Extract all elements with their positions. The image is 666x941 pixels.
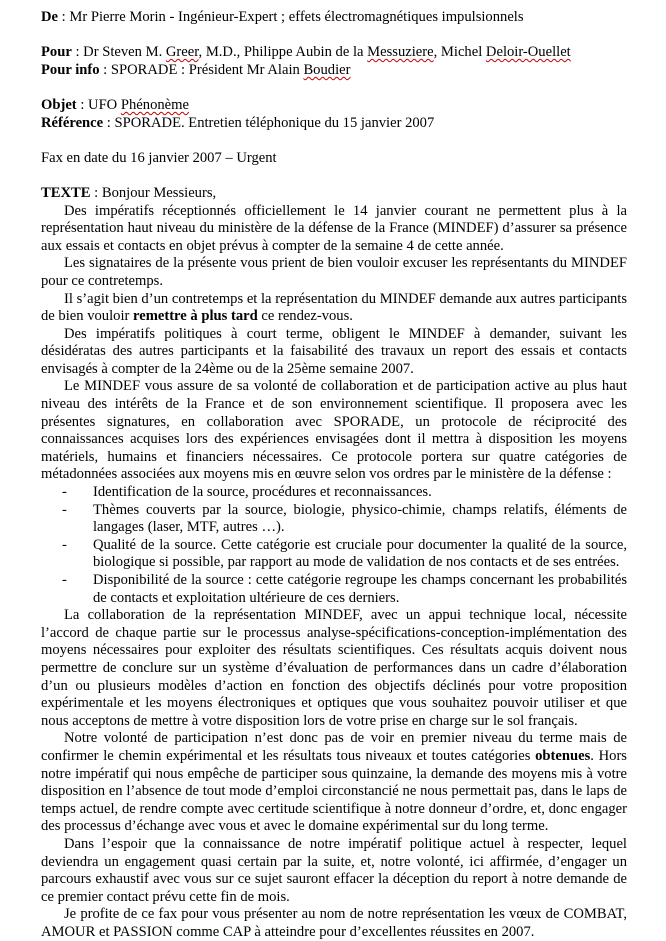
texte-label: TEXTE bbox=[41, 184, 91, 201]
paragraph-1: Des impératifs réceptionnés officiellement le 14 janvier courant ne permettent plus à la représentation haut niveau du ministère de la défense de la France (MINDEF) d’assurer sa présence aux essais et contacts en objet prévus à compter de la semaine 4 de cette année. bbox=[41, 202, 627, 254]
list-item-text: Identification de la source, procédures et reconnaissances. bbox=[93, 484, 432, 501]
list-item bbox=[41, 502, 627, 537]
list-dash: - bbox=[62, 501, 67, 518]
paragraph-3-text: ce rendez-vous. bbox=[257, 308, 353, 325]
paragraph-7-text: . Hors notre impératif qui nous empêche de participer sous quinzaine, la demande des moyens mis à votre disposition en l’absence de tout mode d’emploi circonstancié ne nous permettait pas, dans le laps de temps actuel, de rendre compte avec certitude scientifique à notre donneur d’ordre, et, donc engager des processus d’échange avec vous et avec le domaine expérimental sur du long terme. bbox=[41, 747, 627, 835]
cc-value-misspelled: Boudier bbox=[303, 61, 351, 78]
from-line: De : Mr Pierre Morin - Ingénieur-Expert ; effets électromagnétiques impulsionnels bbox=[41, 9, 524, 25]
paragraph-9: Je profite de ce fax pour vous présenter au nom de notre représentation les vœux de COMBAT, AMOUR et PASSION comme CAP à atteindre pour d’excellentes réussites en 2007. bbox=[41, 906, 627, 940]
to-value-part: Dr Steven M. bbox=[83, 44, 166, 61]
list-dash: - bbox=[62, 536, 67, 553]
spacer bbox=[41, 132, 627, 150]
cc-value-part: SPORADE : Président Mr Alain bbox=[110, 61, 304, 78]
subject-line: Objet : UFO Phénonème bbox=[41, 96, 189, 113]
cc-line: Pour info : SPORADE : Président Mr Alain Boudier bbox=[41, 61, 351, 78]
greeting: Bonjour Messieurs, bbox=[101, 184, 217, 201]
greeting-line: TEXTE : Bonjour Messieurs, bbox=[41, 184, 217, 201]
paragraph-7 bbox=[41, 730, 627, 836]
cc-label: Pour info bbox=[41, 61, 100, 78]
list-item-text: Disponibilité de la source : cette catégorie regroupe les champs concernant les probabilités de contacts et exploitation ultérieure de ces derniers. bbox=[93, 572, 627, 606]
paragraph-8: Dans l’espoir que la connaissance de notre impératif politique actuel à respecter, lequel deviendra un engagement quasi certain par la suite, et, notre volonté, ici affirmée, d’engager un parcours exhaustif avec vous sur ce sujet sauront effacer la déception du report à notre demande de ce premier contact prévu cette fin de mois. bbox=[41, 835, 627, 905]
list-item-text: Qualité de la source. Cette catégorie est cruciale pour documenter la qualité de la source, biologique si possible, par rapport au mode de validation de nos contacts et de ses entrées. bbox=[93, 536, 627, 571]
from-value: Mr Pierre Morin - Ingénieur-Expert ; effets électromagnétiques impulsionnels bbox=[69, 9, 524, 25]
spacer bbox=[41, 167, 627, 185]
list-item bbox=[41, 537, 627, 572]
to-label: Pour bbox=[41, 44, 72, 61]
list-dash: - bbox=[62, 572, 67, 588]
paragraph-6: La collaboration de la représentation MINDEF, avec un appui technique local, nécessite l’accord de chaque partie sur le processus analyse-spécifications-conception-implémentation des moyens nécessaires pour exploiter des résultats scientifiques. Ces résultats acquis doivent nous permettre de conclure sur un système d’évaluation de performances dans un cadre d’élaboration d’un ou plusieurs modèles d’action en fonction des objectifs déclinés pour votre proposition expérimentale et les moyens électroniques et optiques que vous souhaitez pouvoir utiliser et que nous acceptons de mettre à votre disposition lors de votre prise en charge sur le sol français. bbox=[41, 607, 627, 729]
paragraph-3 bbox=[41, 291, 627, 326]
spacer bbox=[41, 79, 627, 97]
list-item bbox=[41, 572, 627, 607]
paragraph-4: Des impératifs politiques à court terme, obligent le MINDEF à demander, suivant les désidératas des autres participants et la faisabilité des travaux un report des essais et contacts envisagés à compter de la 24ème ou de la 25ème semaine 2007. bbox=[41, 325, 627, 377]
paragraph-3-bold: remettre à plus tard bbox=[133, 308, 258, 325]
to-line: Pour : Dr Steven M. Greer, M.D., Philippe Aubin de la Messuziere, Michel Deloir-Ouellet bbox=[41, 44, 571, 61]
list-dash: - bbox=[62, 484, 67, 501]
to-value-part: , Michel bbox=[433, 44, 486, 61]
to-value-misspelled: Deloir-Ouellet bbox=[485, 44, 571, 61]
list-item bbox=[41, 484, 627, 502]
spacer bbox=[41, 27, 627, 45]
paragraph-5: Le MINDEF vous assure de sa volonté de collaboration et de participation active au plus haut niveau des intérêts de la France et de son environnement scientifique. Il proposera avec les présentes signatures, en collaboration avec SPORADE, un protocole de réciprocité des connaissances acquises lors des expériences envisagées dont il mettra à disposition les moyens matériels, humains et financiers nécessaires. Ce protocole portera sur quatre catégories de métadonnées associées aux moyens mis en œuvre selon vos ordres par le ministère de la défense : bbox=[41, 378, 627, 483]
fax-date-line: Fax en date du 16 janvier 2007 – Urgent bbox=[41, 149, 277, 166]
to-value-misspelled: Greer bbox=[165, 44, 199, 61]
paragraph-7-bold: obtenues bbox=[535, 747, 591, 764]
to-value-misspelled: Messuziere bbox=[367, 44, 434, 61]
reference-label: Référence bbox=[41, 114, 104, 131]
list-item-text: Thèmes couverts par la source, biologie, physico-chimie, champs relatifs, éléments de langages (laser, MTF, autres …). bbox=[93, 501, 627, 536]
from-label: De bbox=[41, 9, 59, 25]
paragraph-3-text: Il s’agit bien d’un contretemps et la représentation du MINDEF demande aux autres participants de bien vouloir bbox=[41, 290, 627, 325]
paragraph-2: Les signataires de la présente vous prient de bien vouloir excuser les représentants du MINDEF pour ce contretemps. bbox=[41, 255, 627, 289]
reference-line: Référence : SPORADE. Entretien téléphonique du 15 janvier 2007 bbox=[41, 114, 435, 131]
fax-document bbox=[41, 9, 627, 941]
subject-value-part: UFO bbox=[88, 96, 121, 113]
subject-label: Objet bbox=[41, 96, 77, 113]
subject-value-misspelled: Phénonème bbox=[120, 96, 189, 113]
reference-value: SPORADE. Entretien téléphonique du 15 janvier 2007 bbox=[114, 114, 435, 131]
paragraph-7-text: Notre volonté de participation n’est donc pas de voir en premier niveau du terme mais de confirmer le chemin expérimental et les résultats tous niveaux et toutes catégories bbox=[41, 730, 627, 764]
to-value-part: , M.D., Philippe Aubin de la bbox=[198, 44, 368, 61]
